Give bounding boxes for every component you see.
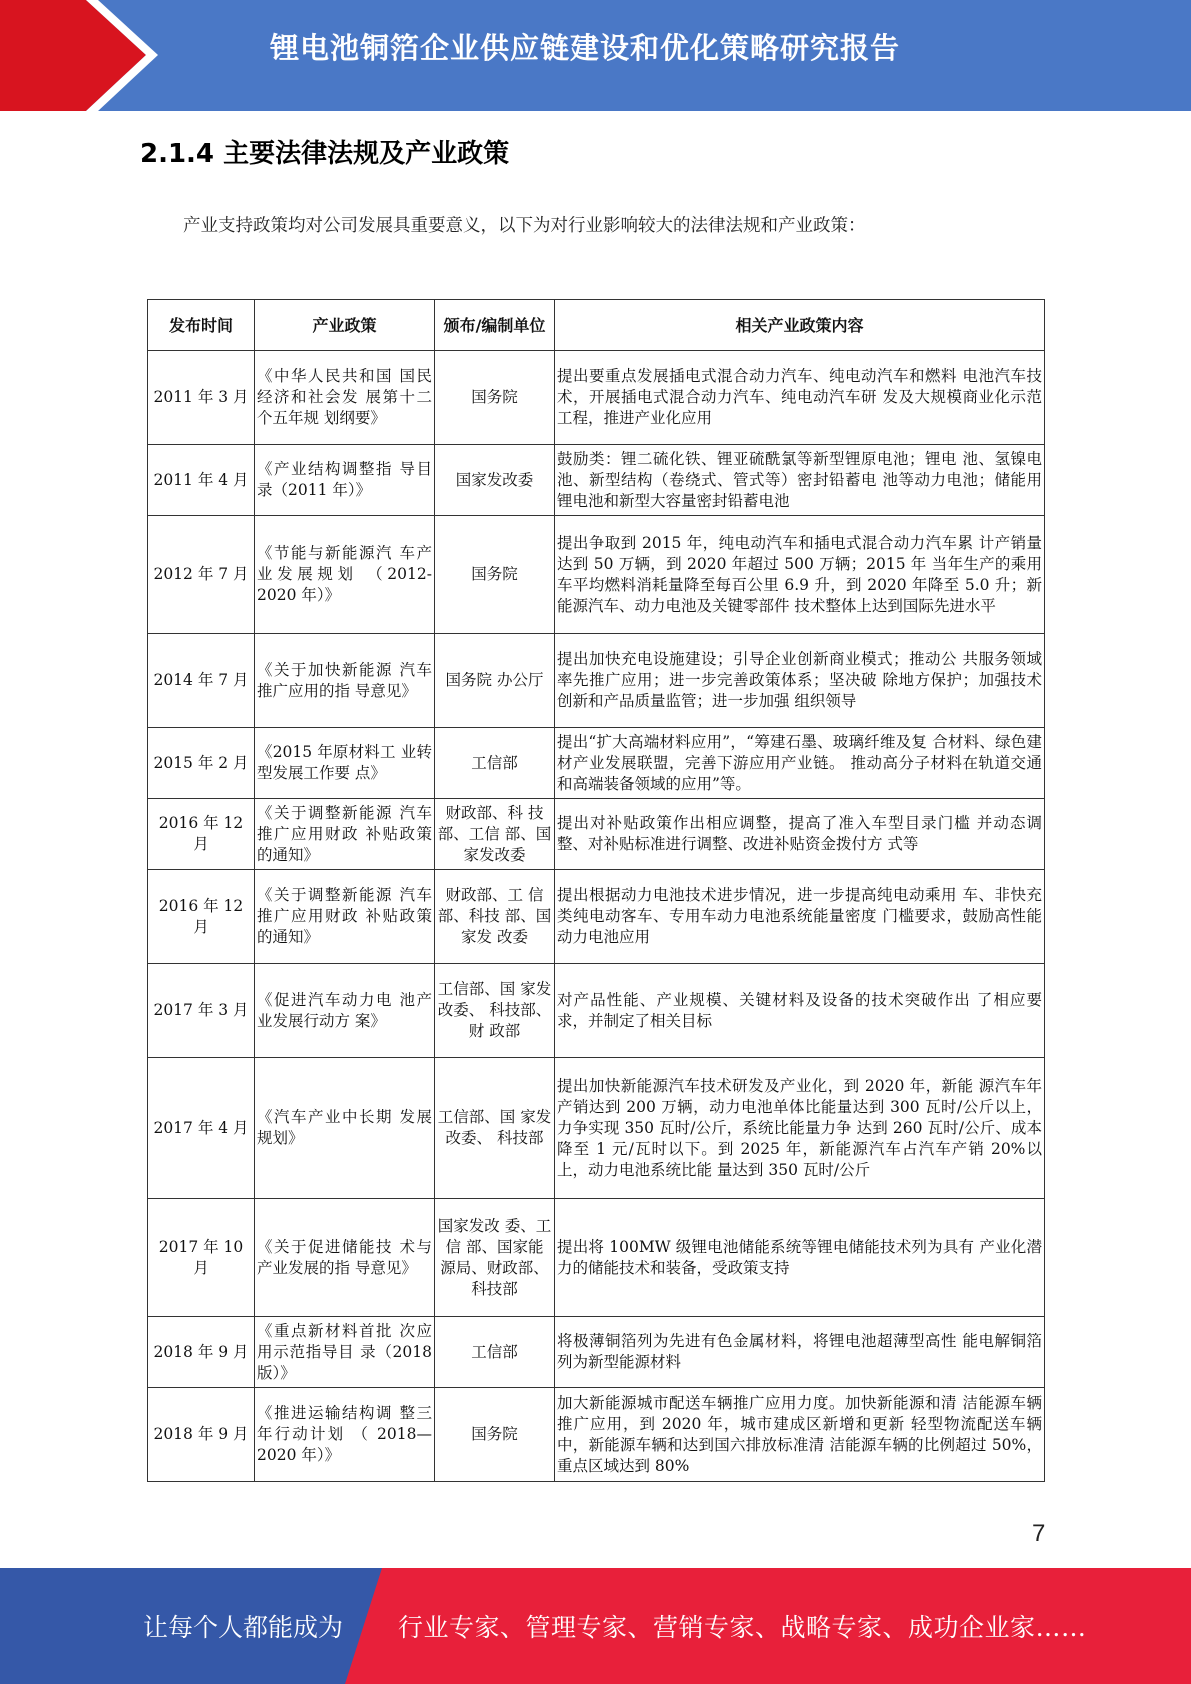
column-header-policy: 产业政策 (255, 300, 435, 351)
policy-table (147, 299, 1045, 1482)
cell-unit: 工信部、国 家发改委、 科技部 (435, 1058, 555, 1199)
footer-slogan-lead: 让每个人都能成为 (143, 1613, 344, 1642)
cell-policy: 《关于加快新能源 汽车推广应用的指 导意见》 (255, 634, 435, 728)
cell-date: 2016 年 12 月 (148, 870, 255, 964)
table-row (148, 1388, 1045, 1482)
cell-content: 提出要重点发展插电式混合动力汽车、纯电动汽车和燃料 电池汽车技术，开展插电式混合动力汽车、纯电动汽车研 发及大规模商业化示范工程，推进产业化应用 (555, 351, 1045, 445)
cell-policy: 《中华人民共和国 国民经济和社会发 展第十二个五年规 划纲要》 (255, 351, 435, 445)
cell-content: 加大新能源城市配送车辆推广应用力度。加快新能源和清 洁能源车辆推广应用，到 2020 年，城市建成区新增和更新 轻型物流配送车辆中，新能源车辆和达到国六排放标准清 洁能源车辆的比例超过 50%，重点区域达到 80% (555, 1388, 1045, 1482)
report-title: 锂电池铜箔企业供应链建设和优化策略研究报告 (270, 31, 901, 65)
footer-slogan-roles: 行业专家、管理专家、营销专家、战略专家、成功企业家…… (398, 1613, 1087, 1642)
cell-policy: 《促进汽车动力电 池产业发展行动方 案》 (255, 964, 435, 1058)
cell-unit: 工信部、国 家发改委、 科技部、财 政部 (435, 964, 555, 1058)
cell-date: 2011 年 4 月 (148, 445, 255, 516)
section-title: 2.1.4 主要法律法规及产业政策 (140, 139, 510, 169)
cell-content: 提出根据动力电池技术进步情况，进一步提高纯电动乘用 车、非快充类纯电动客车、专用车动力电池系统能量密度 门槛要求，鼓励高性能动力电池应用 (555, 870, 1045, 964)
cell-content: 提出“扩大高端材料应用”，“筹建石墨、玻璃纤维及复 合材料、绿色建材产业发展联盟，完善下游应用产业链。 推动高分子材料在轨道交通和高端装备领域的应用”等。 (555, 728, 1045, 799)
table-row (148, 1058, 1045, 1199)
cell-unit: 工信部 (435, 1317, 555, 1388)
cell-unit: 财政部、科 技部、工信 部、国家发改委 (435, 799, 555, 870)
cell-policy: 《推进运输结构调 整三年行动计划 （ 2018—2020 年）》 (255, 1388, 435, 1482)
cell-policy: 《产业结构调整指 导目录（2011 年）》 (255, 445, 435, 516)
cell-date: 2015 年 2 月 (148, 728, 255, 799)
table-row (148, 1317, 1045, 1388)
cell-date: 2014 年 7 月 (148, 634, 255, 728)
cell-unit: 国务院 (435, 516, 555, 634)
cell-date: 2017 年 4 月 (148, 1058, 255, 1199)
cell-policy: 《关于调整新能源 汽车推广应用财政 补贴政策的通知》 (255, 799, 435, 870)
cell-date: 2018 年 9 月 (148, 1388, 255, 1482)
table-row (148, 445, 1045, 516)
cell-unit: 国务院 (435, 351, 555, 445)
table-row (148, 964, 1045, 1058)
table-row (148, 351, 1045, 445)
page-footer (0, 1568, 1191, 1684)
cell-policy: 《重点新材料首批 次应用示范指导目 录（2018 版）》 (255, 1317, 435, 1388)
cell-unit: 财政部、工 信部、科技 部、国家发 改委 (435, 870, 555, 964)
cell-content: 提出加快新能源汽车技术研发及产业化，到 2020 年，新能 源汽车年产销达到 200 万辆，动力电池单体比能量达到 300 瓦时/公斤以上，力争实现 350 瓦时/公斤，系统比能量力争 达到 260 瓦时/公斤、成本降至 1 元/瓦时以下。到 2025 年，新能源汽车占汽车产销 20%以上，动力电池系统比能 量达到 350 瓦时/公斤 (555, 1058, 1045, 1199)
table-row (148, 516, 1045, 634)
cell-content: 对产品性能、产业规模、关键材料及设备的技术突破作出 了相应要求，并制定了相关目标 (555, 964, 1045, 1058)
cell-unit: 国家发改委 (435, 445, 555, 516)
cell-unit: 国家发改 委、工信 部、国家能 源局、财政部、科技部 (435, 1199, 555, 1317)
cell-content: 将极薄铜箔列为先进有色金属材料，将锂电池超薄型高性 能电解铜箔列为新型能源材料 (555, 1317, 1045, 1388)
table-row (148, 634, 1045, 728)
cell-date: 2011 年 3 月 (148, 351, 255, 445)
cell-content: 提出加快充电设施建设；引导企业创新商业模式；推动公 共服务领域率先推广应用；进一步完善政策体系；坚决破 除地方保护；加强技术创新和产品质量监管；进一步加强 组织领导 (555, 634, 1045, 728)
cell-content: 提出对补贴政策作出相应调整，提高了准入车型目录门槛 并动态调整、对补贴标准进行调整、改进补贴资金拨付方 式等 (555, 799, 1045, 870)
table-row (148, 799, 1045, 870)
cell-date: 2017 年 3 月 (148, 964, 255, 1058)
table-row (148, 1199, 1045, 1317)
column-header-content: 相关产业政策内容 (555, 300, 1045, 351)
table-row (148, 870, 1045, 964)
cell-date: 2012 年 7 月 (148, 516, 255, 634)
page-number: 7 (1032, 1520, 1046, 1547)
page-header (0, 0, 1191, 111)
cell-date: 2018 年 9 月 (148, 1317, 255, 1388)
cell-unit: 工信部 (435, 728, 555, 799)
cell-policy: 《2015 年原材料工 业转型发展工作要 点》 (255, 728, 435, 799)
table-row (148, 728, 1045, 799)
cell-unit: 国务院 (435, 1388, 555, 1482)
cell-policy: 《节能与新能源汽 车产业发展规划 （2012-2020 年）》 (255, 516, 435, 634)
cell-policy: 《汽车产业中长期 发展规划》 (255, 1058, 435, 1199)
cell-date: 2017 年 10 月 (148, 1199, 255, 1317)
cell-content: 鼓励类：锂二硫化铁、锂亚硫酰氯等新型锂原电池；锂电 池、氢镍电池、新型结构（卷绕式、管式等）密封铅蓄电 池等动力电池；储能用锂电池和新型大容量密封铅蓄电池 (555, 445, 1045, 516)
column-header-date: 发布时间 (148, 300, 255, 351)
cell-content: 提出将 100MW 级锂电池储能系统等锂电储能技术列为具有 产业化潜力的储能技术和装备，受政策支持 (555, 1199, 1045, 1317)
cell-date: 2016 年 12 月 (148, 799, 255, 870)
cell-content: 提出争取到 2015 年，纯电动汽车和插电式混合动力汽车累 计产销量达到 50 万辆，到 2020 年超过 500 万辆；2015 年 当年生产的乘用车平均燃料消耗量降至每百公里 6.9 升，到 2020 年降至 5.0 升；新能源汽车、动力电池及关键零部件 技术整体上达到国际先进水平 (555, 516, 1045, 634)
intro-paragraph: 产业支持政策均对公司发展具重要意义，以下为对行业影响较大的法律法规和产业政策： (183, 216, 866, 236)
cell-policy: 《关于促进储能技 术与产业发展的指 导意见》 (255, 1199, 435, 1317)
cell-unit: 国务院 办公厅 (435, 634, 555, 728)
column-header-unit: 颁布/编制单位 (435, 300, 555, 351)
table-header-row (148, 300, 1045, 351)
cell-policy: 《关于调整新能源 汽车推广应用财政 补贴政策的通知》 (255, 870, 435, 964)
